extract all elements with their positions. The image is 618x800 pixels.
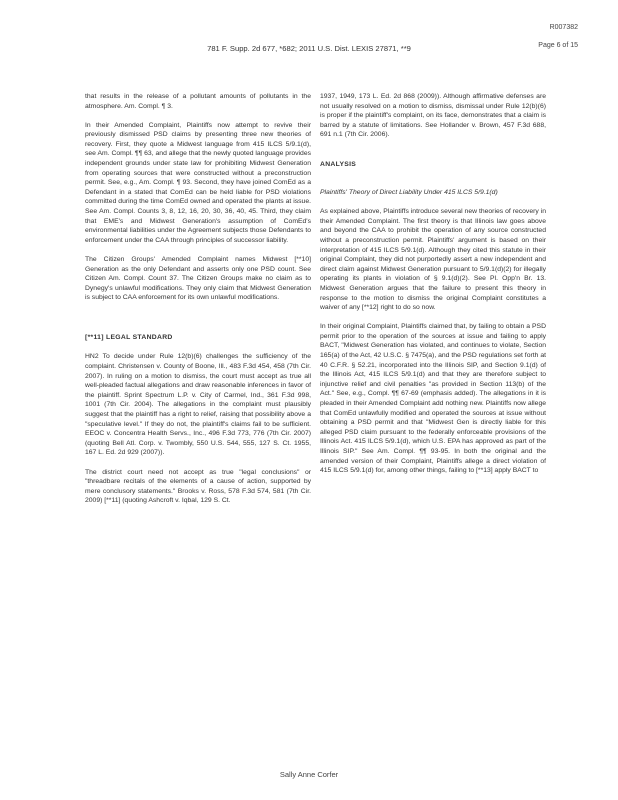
page-number: Page 6 of 15 xyxy=(538,42,578,49)
paragraph: As explained above, Plaintiffs introduce several new theories of recovery in their Amended Complaint. The first theory is that Illinois law goes above and beyond the CAA to prohibit the operation of any source constructed without a preconstruction permit. Plaintiffs' argument is based on their interpretation of 415 ILCS 5/9.1(d). Although they cited this statute in their original Complaint, they did not purportedly assert a new independent and direct claim against Midwest Generation pursuant to 5/9.1(d)(2) for illegally operating its plants in violation of § 9.1(d)(2). See Pl. Opp'n Br. 13. Midwest Generation argues that the failure to present this theory in response to the motion to dismiss the original Complaint constitutes a waiver of any [**12] right to do so now. xyxy=(320,208,546,312)
paragraph: In their Amended Complaint, Plaintiffs now attempt to revive their previously dismissed PSD claims by presenting three new theories of recovery. First, they quote a Midwest language from 415 ILCS 5/9.1(d), see Am. Compl. ¶¶ 63, and allege that the newly quoted language provides independent grounds under state law for prohibiting Midwest Generation from operating sources that were constructed without a preconstruction permit. See, e.g., Am. Compl. ¶ 93. Second, they have joined ComEd as a Defendant in a stated that ComEd can be held liable for PSD violations committed during the time ComEd owned and operated the plants at issue. See Am. Compl. Counts 3, 8, 12, 16, 20, 30, 36, 40, 45. Third, they claim that EME's and Midwest Generation's assumption of ComEd's environmental liabilities under the Agreement subjects those Defendants to enforcement under the CAA through principles of successor liability. xyxy=(85,121,311,244)
section-heading-legal-standard: [**11] LEGAL STANDARD xyxy=(85,333,173,341)
section-heading-analysis: ANALYSIS xyxy=(320,160,357,168)
paragraph: that results in the release of a pollutant amounts of pollutants in the atmosphere. Am. Compl. ¶ 3. xyxy=(85,93,311,110)
right-column xyxy=(320,92,546,485)
document-id: R007382 xyxy=(549,24,578,31)
paragraph: The Citizen Groups' Amended Complaint names Midwest [**10] Generation as the only Defendant and asserts only one PSD count. See Citizen Am. Compl. Count 37. The Citizen Groups make no claim as to Dynegy's unlawful modifications. They only claim that Midwest Generation is subject to CAA enforcement for its own unlawful modifications. xyxy=(85,255,311,302)
paragraph: 1937, 1949, 173 L. Ed. 2d 868 (2009)). Although affirmative defenses are not usually resolved on a motion to dismiss, dismissal under Rule 12(b)(6) is proper if the plaintiff's complaint, on its face, demonstrates that a claim is barred by a statute of limitations. See Hollander v. Brown, 457 F.3d 688, 691 n.1 (7th Cir. 2006). xyxy=(320,93,546,139)
case-citation: 781 F. Supp. 2d 677, *682; 2011 U.S. Dist. LEXIS 27871, **9 xyxy=(207,44,411,53)
paragraph: HN2 To decide under Rule 12(b)(6) challenges the sufficiency of the complaint. Christensen v. County of Boone, Ill., 483 F.3d 454, 458 (7th Cir. 2007). In ruling on a motion to dismiss, the court must accept as true all well-pleaded factual allegations and draw reasonable inferences in favor of the plaintiff. Sprint Spectrum L.P. v. City of Carmel, Ind., 361 F.3d 998, 1001 (7th Cir. 2004). The allegations in the complaint must plausibly suggest that the plaintiff has a right to relief, raising that possibility above a "speculative level." If they do not, the plaintiff's claims fail to be sufficient. EEOC v. Concentra Health Servs., Inc., 496 F.3d 773, 776 (7th Cir. 2007) (quoting Bell Atl. Corp. v. Twombly, 550 U.S. 544, 555, 127 S. Ct. 1955, 167 L. Ed. 2d 929 (2007)). xyxy=(85,353,311,457)
left-column xyxy=(85,92,311,515)
paragraph: In their original Complaint, Plaintiffs claimed that, by failing to obtain a PSD permit prior to the operation of the sources at issue and failing to apply BACT, "Midwest Generation has violated, and continues to violate, Section 165(a) of the Act, 42 U.S.C. § 7475(a), and the PSD regulations set forth at 40 C.F.R. § 52.21, incorporated into the Illinois SIP, and Section 9.1(d) of the Illinois Act, 415 ILCS 5/9.1(d) and that they are therefore subject to injunctive relief and civil penalties "as provided in Section 113(b) of the Act." See, e.g., Compl. ¶¶ 67-69 (emphasis added). The allegations in it is pleaded in their Amended Complaint add nothing new. Plaintiffs now allege that ComEd unlawfully modified and operated the sources at issue without obtaining a PSD permit and that "Midwest Gen is directly liable for this alleged PSD claim pursuant to the federally enforceable provisions of the Illinois Act. 415 ILCS 5/9.1(d), which U.S. EPA has approved as part of the Illinois SIP." See Am. Compl. ¶¶ 93-95. In both the original and the amended version of their Complaint, Plaintiffs allege a direct violation of 415 ILCS 5/9.1(d) for, among other things, failing to [**13] apply BACT to xyxy=(320,323,546,475)
page-footer: Sally Anne Corfer xyxy=(279,770,339,779)
section-subheading: Plaintiffs' Theory of Direct Liability Under 415 ILCS 5/9.1(d) xyxy=(320,188,498,196)
paragraph: The district court need not accept as true "legal conclusions" or "threadbare recitals of the elements of a cause of action, supported by mere conclusory statements." Brooks v. Ross, 578 F.3d 574, 581 (7th Cir. 2009) [**11] (quoting Ashcroft v. Iqbal, 129 S. Ct. xyxy=(85,468,311,505)
